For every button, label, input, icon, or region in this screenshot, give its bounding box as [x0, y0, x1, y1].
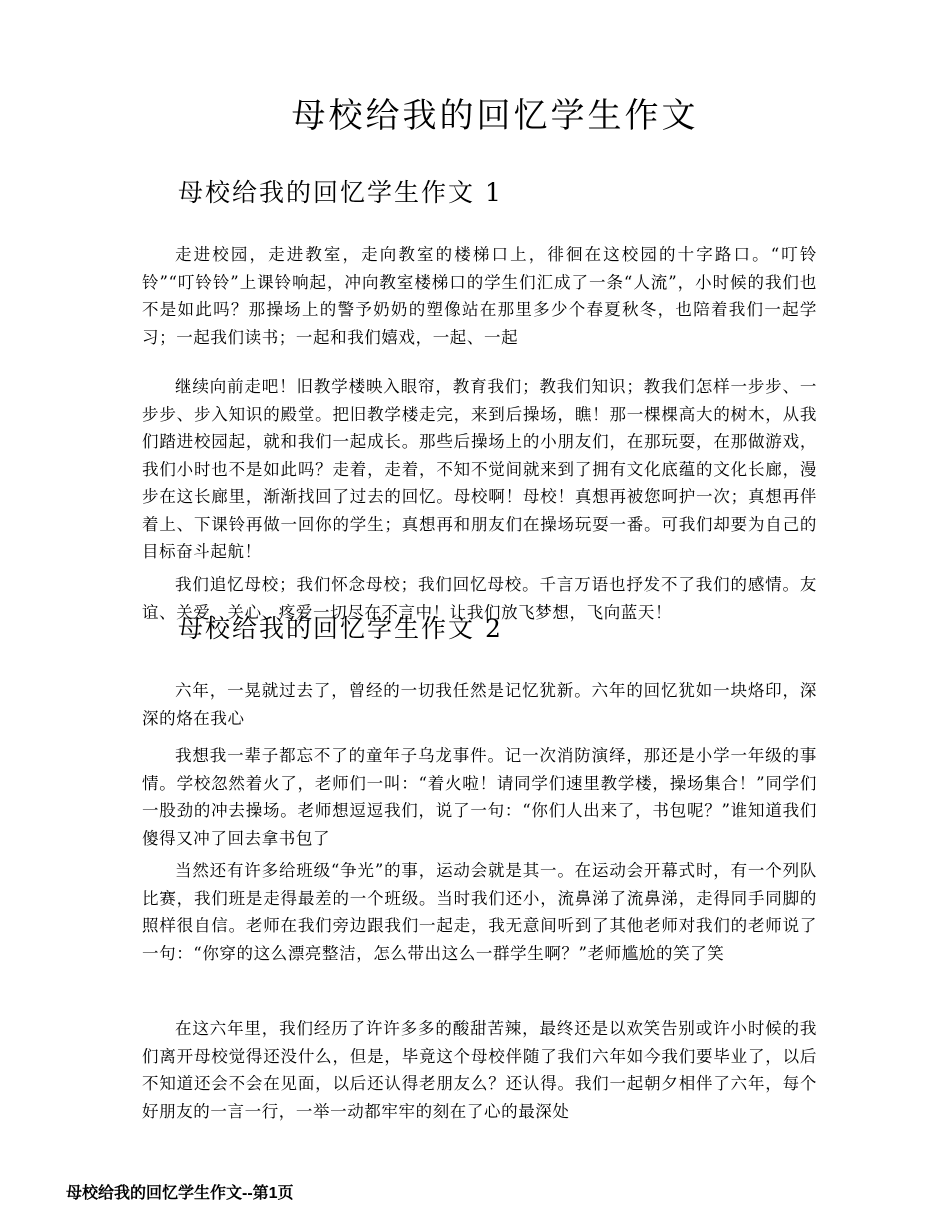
section-heading-1: 母校给我的回忆学生作文 1: [178, 178, 503, 207]
paragraph: 当然还有许多给班级“争光”的事，运动会就是其一。在运动会开幕式时，有一个列队比赛，我们班是走得最差的一个班级。当时我们还小，流鼻涕了流鼻涕，走得同手同脚的照样很自信。老师在我们旁边跟我们一起走，我无意间听到了其他老师对我们的老师说了一句：“你穿的这么漂亮整洁，怎么带出这么一群学生啊？”老师尴尬的笑了笑: [142, 861, 817, 963]
paragraph: 走进校园，走进教室，走向教室的楼梯口上，徘徊在这校园的十字路口。“叮铃铃”“叮铃铃”上课铃响起，冲向教室楼梯口的学生们汇成了一条“人流”，小时候的我们也不是如此吗？那操场上的警予奶奶的塑像站在那里多少个春夏秋冬，也陪着我们一起学习；一起我们读书；一起和我们嬉戏，一起、一起: [142, 245, 817, 347]
page-footer: 母校给我的回忆学生作文--第1页: [66, 1185, 294, 1202]
page-title: 母校给我的回忆学生作文: [291, 96, 699, 136]
paragraph: 六年，一晃就过去了，曾经的一切我任然是记忆犹新。六年的回忆犹如一块烙印，深深的烙在我心: [142, 681, 817, 728]
paragraph: 我想我一辈子都忘不了的童年子乌龙事件。记一次消防演绎，那还是小学一年级的事情。学校忽然着火了，老师们一叫：“着火啦！请同学们速里教学楼，操场集合！”同学们一股劲的冲去操场。老师想逗逗我们，说了一句：“你们人出来了，书包呢？”谁知道我们傻得又冲了回去拿书包了: [142, 746, 817, 848]
paragraph: 继续向前走吧！旧教学楼映入眼帘，教育我们；教我们知识；教我们怎样一步步、一步步、步入知识的殿堂。把旧教学楼走完，来到后操场，瞧！那一棵棵高大的树木，从我们踏进校园起，就和我们一起成长。那些后操场上的小朋友们，在那玩耍，在那做游戏，我们小时也不是如此吗？走着，走着，不知不觉间就来到了拥有文化底蕴的文化长廊，漫步在这长廊里，渐渐找回了过去的回忆。母校啊！母校！真想再被您呵护一次；真想再伴着上、下课铃再做一回你的学生；真想再和朋友们在操场玩耍一番。可我们却要为自己的目标奋斗起航！: [142, 377, 817, 561]
paragraph: 在这六年里，我们经历了许许多多的酸甜苦辣，最终还是以欢笑告别或许小时候的我们离开母校觉得还没什么，但是，毕竟这个母校伴随了我们六年如今我们要毕业了，以后不知道还会不会在见面，以后还认得老朋友么？还认得。我们一起朝夕相伴了六年，每个好朋友的一言一行，一举一动都牢牢的刻在了心的最深处: [142, 1019, 817, 1121]
paragraph: 我们追忆母校；我们怀念母校；我们回忆母校。千言万语也抒发不了我们的感情。友谊、关爱、关心、疼爱一切尽在不言中！让我们放飞梦想，飞向蓝天！: [142, 575, 817, 622]
section-heading-2: 母校给我的回忆学生作文 2: [178, 614, 503, 643]
